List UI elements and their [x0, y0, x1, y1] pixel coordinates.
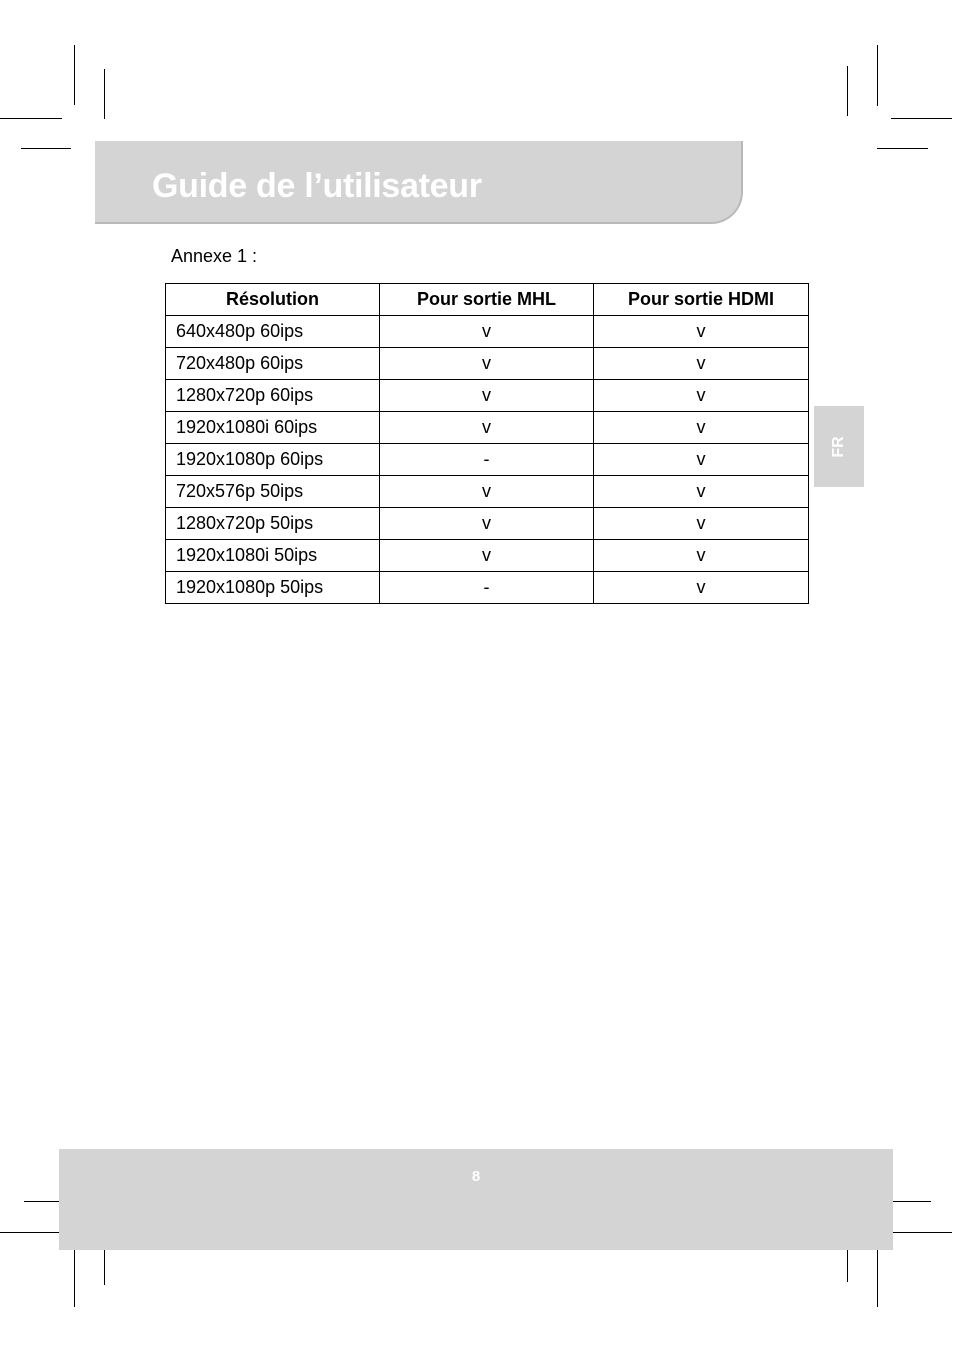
table-row [166, 508, 809, 540]
resolution-cell: 1920x1080p 60ips [166, 444, 380, 476]
footer-band [59, 1149, 893, 1250]
crop-mark [877, 1246, 878, 1307]
crop-mark [0, 1232, 62, 1233]
table-row [166, 476, 809, 508]
table-row [166, 316, 809, 348]
crop-mark [891, 118, 952, 119]
hdmi-cell: v [594, 412, 809, 444]
table-row [166, 444, 809, 476]
table-header-row [166, 284, 809, 316]
table-row [166, 572, 809, 604]
crop-mark [0, 118, 62, 119]
crop-mark [104, 69, 105, 119]
column-header-resolution: Résolution [166, 284, 380, 316]
column-header-hdmi: Pour sortie HDMI [594, 284, 809, 316]
hdmi-cell: v [594, 316, 809, 348]
hdmi-cell: v [594, 348, 809, 380]
resolution-cell: 1280x720p 60ips [166, 380, 380, 412]
mhl-cell: v [380, 316, 594, 348]
resolution-cell: 640x480p 60ips [166, 316, 380, 348]
page-number: 8 [471, 1168, 481, 1185]
crop-mark [74, 1246, 75, 1307]
mhl-cell: v [380, 508, 594, 540]
mhl-cell: v [380, 412, 594, 444]
annex-label: Annexe 1 : [171, 246, 258, 266]
crop-mark [877, 45, 878, 106]
mhl-cell: v [380, 380, 594, 412]
crop-mark [21, 148, 71, 149]
resolution-cell: 1920x1080i 50ips [166, 540, 380, 572]
language-label: FR [830, 435, 847, 458]
crop-mark [847, 66, 848, 116]
mhl-cell: v [380, 476, 594, 508]
hdmi-cell: v [594, 508, 809, 540]
mhl-cell: v [380, 348, 594, 380]
resolution-table [165, 283, 809, 604]
table-row [166, 412, 809, 444]
column-header-mhl: Pour sortie MHL [380, 284, 594, 316]
resolution-cell: 1920x1080i 60ips [166, 412, 380, 444]
resolution-cell: 720x576p 50ips [166, 476, 380, 508]
resolution-cell: 720x480p 60ips [166, 348, 380, 380]
hdmi-cell: v [594, 572, 809, 604]
hdmi-cell: v [594, 444, 809, 476]
hdmi-cell: v [594, 380, 809, 412]
hdmi-cell: v [594, 540, 809, 572]
language-tab [814, 406, 864, 487]
table-row [166, 348, 809, 380]
crop-mark [877, 148, 928, 149]
resolution-cell: 1920x1080p 50ips [166, 572, 380, 604]
page-title: Guide de l’utilisateur [152, 167, 482, 205]
mhl-cell: - [380, 572, 594, 604]
resolution-cell: 1280x720p 50ips [166, 508, 380, 540]
table-row [166, 380, 809, 412]
crop-mark [74, 45, 75, 105]
crop-mark [891, 1232, 952, 1233]
header-banner [95, 141, 743, 224]
table-row [166, 540, 809, 572]
mhl-cell: v [380, 540, 594, 572]
hdmi-cell: v [594, 476, 809, 508]
mhl-cell: - [380, 444, 594, 476]
